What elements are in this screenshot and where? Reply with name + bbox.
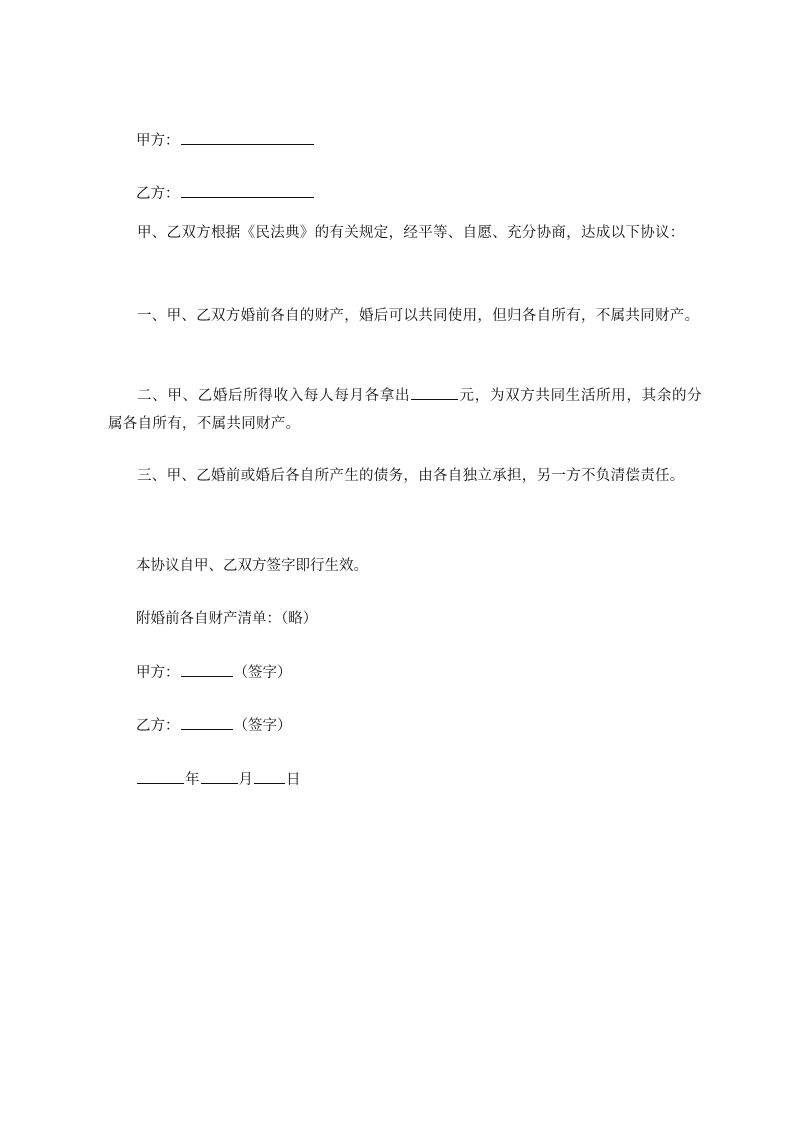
party-b-signature-line: [136, 713, 292, 739]
party-b-signature-label: 乙方：: [136, 718, 180, 734]
party-a-signature-line: [136, 660, 292, 686]
effective-statement: 本协议自甲、乙双方签字即行生效。: [136, 558, 368, 574]
clause-2-text-after: 元，为双方共同生活所用，其余的分属各自所有，不属共同财产。: [108, 388, 702, 432]
clause-2-paragraph: [108, 382, 702, 438]
party-a-sign-note: （签字）: [233, 665, 292, 681]
clause-1-paragraph: 一、甲、乙双方婚前各自的财产，婚后可以共同使用，但归各自所有，不属共同财产。: [137, 308, 700, 324]
party-b-name-blank[interactable]: [181, 183, 314, 198]
year-label: 年: [185, 772, 200, 788]
party-a-name-blank[interactable]: [181, 130, 314, 145]
party-a-signature-blank[interactable]: [181, 662, 233, 677]
party-a-label: 甲方：: [136, 133, 180, 149]
intro-paragraph: 甲、乙双方根据《民法典》的有关规定，经平等、自愿、充分协商，达成以下协议：: [137, 225, 685, 241]
party-a-header-line: [136, 128, 315, 154]
party-a-signature-label: 甲方：: [136, 665, 180, 681]
monthly-amount-blank[interactable]: [411, 385, 458, 400]
day-label: 日: [286, 772, 301, 788]
party-b-sign-note: （签字）: [233, 718, 292, 734]
month-blank[interactable]: [201, 769, 238, 784]
date-line: [136, 767, 301, 793]
attachment-note: 附婚前各自财产清单：（略）: [136, 611, 318, 627]
clause-3-paragraph: 三、甲、乙婚前或婚后各自所产生的债务，由各自独立承担，另一方不负清偿责任。: [137, 468, 685, 484]
party-b-header-line: [136, 181, 315, 207]
day-blank[interactable]: [254, 769, 285, 784]
party-b-signature-blank[interactable]: [181, 715, 233, 730]
month-label: 月: [238, 772, 253, 788]
party-b-label: 乙方：: [136, 186, 180, 202]
year-blank[interactable]: [137, 769, 184, 784]
clause-2-text-before: 二、甲、乙婚后所得收入每人每月各拿出: [137, 388, 411, 404]
